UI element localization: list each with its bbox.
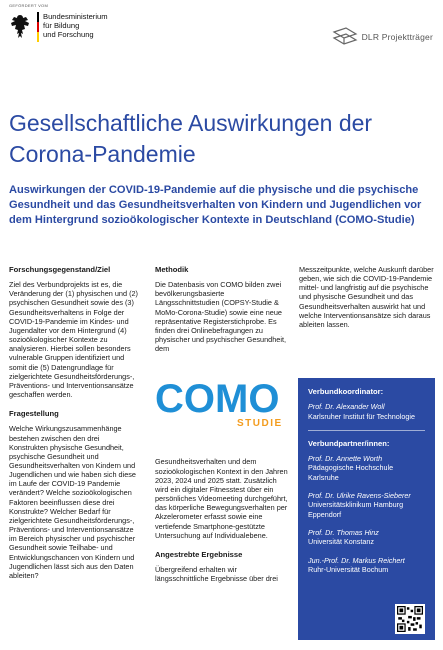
partner-name: Jun.-Prof. Dr. Markus Reichert <box>308 555 405 565</box>
section-text-method: Die Datenbasis von COMO bilden zwei bevölkerungsbasierte Längsschnittstudien (COPSY-Studie & MoMo-Corona-Studie) sowie eine neue repräsentative Registerstichprobe. Es finden drei Onlinebefragungen zu physischer und psychischer Gesundheit, dem <box>155 280 287 354</box>
studie-logo-text: STUDIE <box>237 418 283 429</box>
como-logo-text: COMO <box>155 377 280 421</box>
partner-org: Universitätsklinikum Hamburg Eppendorf <box>308 500 404 519</box>
partner-org: Ruhr-Universität Bochum <box>308 564 389 574</box>
ministry-name: Bundesministerium für Bildung und Forschung <box>43 12 108 39</box>
section-text-research-goal: Ziel des Verbundprojekts ist es, die Veränderung der (1) physischen und (2) psychischen Gesundheit sowie des (3) Gesundheitsverhaltens in Folge der COVID-19-Pandemie im Kindes- und Jugendalter vor dem Hintergrund (4) sozioökologischer Kontexte zu analysieren. Hierbei sollen besonders vulnerable Gruppen identifiziert und somit die (5) Datengrundlage für zielgerichtete Gesundheitsförderungs-, Präventions- und Interventionsansätze geschaffen werden. <box>9 280 138 400</box>
section-text-results: Übergreifend erhalten wir längsschnittliche Ergebnisse über drei <box>155 564 278 584</box>
partners-heading: Verbundpartner/innen: <box>308 438 390 448</box>
partner-entry <box>308 454 425 482</box>
partner-name: Prof. Dr. Thomas Hinz <box>308 527 379 537</box>
page-title: Gesellschaftliche Auswirkungen der Corona-Pandemie <box>9 110 373 167</box>
partner-entry <box>308 528 425 547</box>
german-flag-stripe <box>37 12 39 42</box>
section-heading-research-goal: Forschungsgegenstand/Ziel <box>9 265 111 274</box>
page-subtitle: Auswirkungen der COVID-19-Pandemie auf die physische und die psychische Gesundheit und das Gesundheitsverhalten von Kindern und Jugendlichen vor dem Hintergrund sozioökologischer Kontexte in Deutschland (COMO-Studie) <box>9 184 422 226</box>
funded-by-label: GEFÖRDERT VOM <box>9 3 49 8</box>
column-left <box>9 265 139 590</box>
section-heading-question: Fragestellung <box>9 409 59 419</box>
partner-org: Pädagogische Hochschule Karlsruhe <box>308 463 394 482</box>
coordinator-entry <box>308 402 425 421</box>
section-heading-method: Methodik <box>155 265 189 274</box>
partner-entry <box>308 556 425 575</box>
section-text-results-continued: Messzeitpunkte, welche Auskunft darüber geben, wie sich die COVID-19-Pandemie mittel- und langfristig auf die psychische und physische Gesundheit und das Gesundheitsverhalten auswirkt hat und welche Interventionsansätze sich daraus ableiten lassen. <box>299 265 434 329</box>
qr-code-icon <box>395 604 425 634</box>
partner-name: Prof. Dr. Ulrike Ravens-Sieberer <box>308 491 411 501</box>
coordinator-heading: Verbundkoordinator: <box>308 387 384 396</box>
partner-org: Universität Konstanz <box>308 537 374 547</box>
partner-name: Prof. Dr. Annette Worth <box>308 454 383 464</box>
federal-eagle-icon <box>9 12 31 42</box>
column-right <box>299 265 434 339</box>
section-text-method-continued: Gesundheitsverhalten und dem sozioökologischen Kontext in den Jahren 2023, 2024 und 2025 statt. Zusätzlich wird ein digitaler Fitnesstest über ein persönliches Videomeeting durchgeführt, das körperliche Bewegungsverhalten per Akzelerometer erfasst sowie eine vertiefende Smartphone-gestützte Untersuchung auf Individualebene. <box>155 457 288 540</box>
dlr-projekttraeger-text: DLR Projektträger <box>361 32 433 42</box>
partner-entry <box>308 491 425 519</box>
box-divider <box>308 430 425 431</box>
consortium-info-box <box>298 378 435 640</box>
como-studie-logo <box>153 372 291 432</box>
coordinator-name: Prof. Dr. Alexander Woll <box>308 402 385 412</box>
coordinator-org: Karlsruher Institut für Technologie <box>308 411 415 421</box>
dlr-logo <box>332 26 433 48</box>
section-text-question: Welche Wirkungszusammenhänge bestehen zwischen den drei Konstrukten physische Gesundheit, psychische Gesundheit und Gesundheitsverhalten von Kindern und Jugendlichen und wie haben sich diese im Laufe der COVID-19 Pandemie verändert? Welche sozioökologischen Faktoren beeinflussen diese drei Konstrukte? Welcher Bedarf für zielgerichtete Gesundheitsförderungs-, Präventions- und Interventionsansätze im Bereich physischer und psychischer Gesundheit sowie Teilhabe- und Entwicklungschancen von Kindern und Jugendlichen lässt sich aus den Daten ableiten? <box>9 424 136 580</box>
bmbf-logo <box>9 12 108 42</box>
section-heading-results: Angestrebte Ergebnisse <box>155 549 243 559</box>
dlr-mark-icon <box>332 26 358 48</box>
